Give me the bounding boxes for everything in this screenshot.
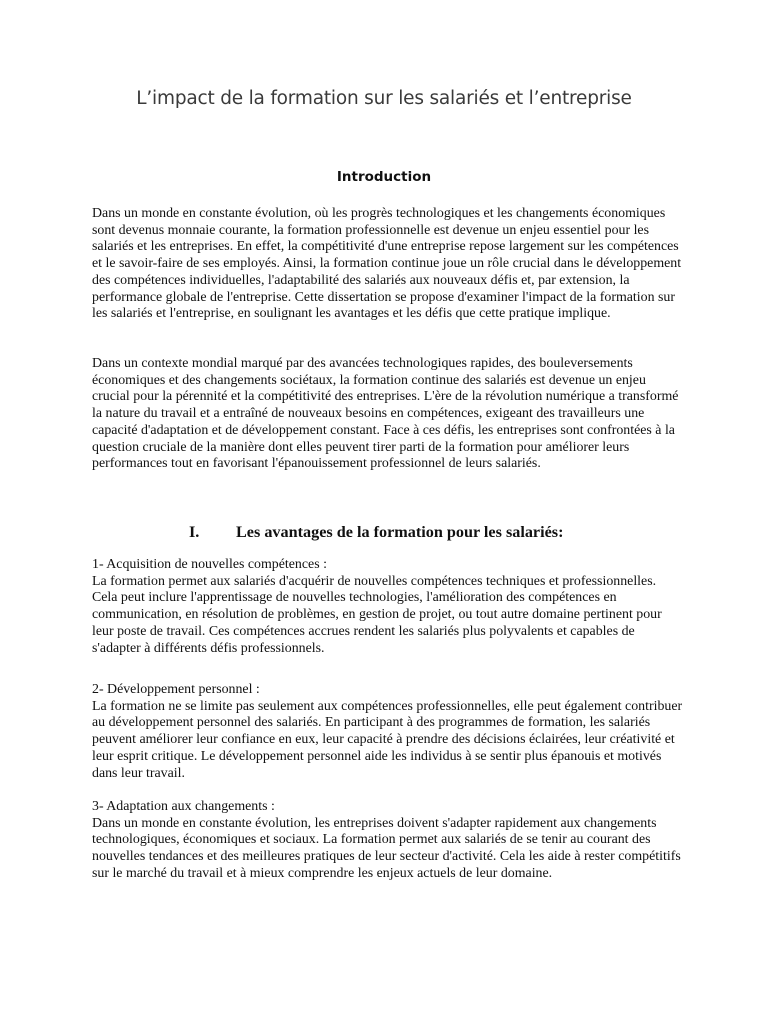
subsection-2-title: 2- Développement personnel : [92, 682, 260, 697]
section-1-title: Les avantages de la formation pour les salariés: [236, 523, 564, 541]
subsection-1 [92, 557, 684, 657]
subsection-3-body: Dans un monde en constante évolution, les entreprises doivent s'adapter rapidement aux changements technologiques, économiques et sociaux. La formation permet aux salariés de se tenir au courant des nouvelles tendances et des meilleures pratiques de leur secteur d'activité. Cela les aide à rester compétitifs sur le marché du travail et à mieux comprendre les enjeux actuels de leur domaine. [92, 815, 681, 881]
document-title: L’impact de la formation sur les salariés et l’entreprise [136, 88, 632, 109]
subsection-1-body: La formation permet aux salariés d'acquérir de nouvelles compétences techniques et professionnelles. Cela peut inclure l'apprentissage de nouvelles technologies, l'amélioration des compétences en communication, en résolution de problèmes, en gestion de projet, ou tout autre domaine pertinent pour leur poste de travail. Ces compétences accrues rendent les salariés plus polyvalents et capables de s'adapter à différents défis professionnels. [92, 573, 662, 656]
introduction-paragraph-1: Dans un monde en constante évolution, où les progrès technologiques et les changements économiques sont devenus monnaie courante, la formation professionnelle est devenue un enjeu essentiel pour les salariés et les entreprises. En effet, la compétitivité d'une entreprise repose largement sur les compétences et le savoir-faire de ses employés. Ainsi, la formation continue joue un rôle crucial dans le développement des compétences individuelles, l'adaptabilité des salariés aux nouveaux défis et, par extension, la performance globale de l'entreprise. Cette dissertation se propose d'examiner l'impact de la formation sur les salariés et l'entreprise, en soulignant les avantages et les défis que cette pratique implique. [92, 206, 682, 322]
section-1-number: I. [189, 523, 200, 541]
subsection-2-body: La formation ne se limite pas seulement aux compétences professionnelles, elle peut également contribuer au développement personnel des salariés. En participant à des programmes de formation, les salariés peuvent améliorer leur confiance en eux, leur capacité à prendre des décisions éclairées, leur créativité et leur esprit critique. Le développement personnel aide les individus à se sentir plus épanouis et motivés dans leur travail. [92, 698, 683, 781]
section-1-heading [189, 523, 563, 542]
subsection-3 [92, 799, 684, 883]
subsection-1-title: 1- Acquisition de nouvelles compétences : [92, 557, 327, 572]
subsection-2 [92, 682, 684, 782]
introduction-paragraph-2: Dans un contexte mondial marqué par des avancées technologiques rapides, des bouleversements économiques et des changements sociétaux, la formation continue des salariés est devenue un enjeu crucial pour la pérennité et la compétitivité des entreprises. L'ère de la révolution numérique a transformé la nature du travail et a entraîné de nouveaux besoins en compétences, exigeant des travailleurs une capacité d'adaptation et de développement constant. Face à ces défis, les entreprises sont confrontées à la question cruciale de la manière dont elles peuvent tirer parti de la formation pour améliorer leurs performances tout en favorisant l'épanouissement professionnel de leurs salariés. [92, 356, 679, 472]
introduction-heading: Introduction [336, 169, 432, 185]
subsection-3-title: 3- Adaptation aux changements : [92, 799, 275, 814]
